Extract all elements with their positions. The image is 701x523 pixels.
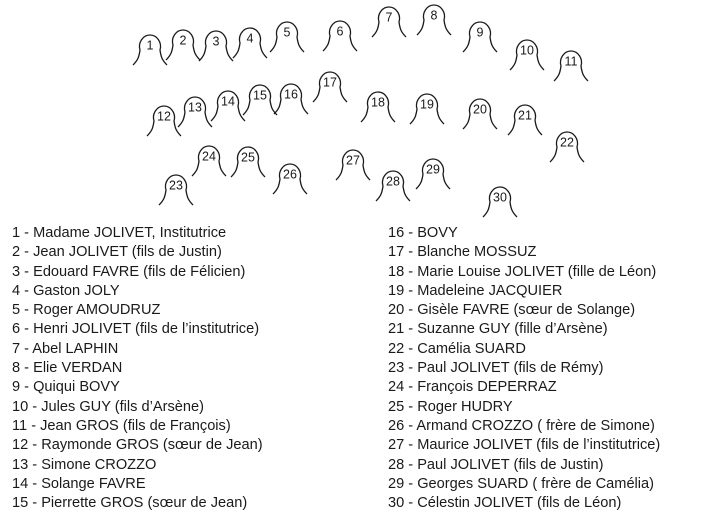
person-head-2 xyxy=(166,30,200,60)
legend-entry: 18 - Marie Louise JOLIVET (fille de Léon) xyxy=(388,263,657,280)
legend-entry: 8 - Elie VERDAN xyxy=(12,360,123,377)
head-number-label: 25 xyxy=(241,150,255,165)
legend-entry: 9 - Quiqui BOVY xyxy=(12,379,120,396)
head-number-label: 1 xyxy=(146,38,154,53)
person-head-11 xyxy=(554,51,588,81)
person-head-29 xyxy=(416,159,450,189)
legend-entry: 12 - Raymonde GROS (sœur de Jean) xyxy=(12,437,263,454)
legend-entry: 15 - Pierrette GROS (sœur de Jean) xyxy=(12,495,248,512)
head-number-label: 3 xyxy=(212,34,220,49)
person-head-17 xyxy=(313,72,347,102)
legend-entry: 2 - Jean JOLIVET (fils de Justin) xyxy=(12,244,222,261)
head-number-label: 14 xyxy=(221,94,235,109)
head-number-label: 24 xyxy=(202,149,216,164)
head-number-label: 13 xyxy=(188,100,202,115)
person-head-12 xyxy=(147,106,181,136)
legend-entry: 13 - Simone CROZZO xyxy=(12,456,157,473)
head-number-label: 27 xyxy=(346,153,360,168)
head-number-label: 15 xyxy=(253,88,267,103)
person-head-10 xyxy=(510,40,544,70)
class-photo-outline-diagram xyxy=(0,0,701,225)
person-head-15 xyxy=(243,85,277,115)
head-number-label: 17 xyxy=(323,75,337,90)
person-head-7 xyxy=(372,7,406,37)
person-head-6 xyxy=(323,21,357,51)
legend-entry: 29 - Georges SUARD ( frère de Camélia) xyxy=(388,475,655,492)
person-head-5 xyxy=(270,22,304,52)
legend-entry: 27 - Maurice JOLIVET (fils de l’institutrice) xyxy=(388,437,661,454)
legend-entry: 3 - Edouard FAVRE (fils de Félicien) xyxy=(12,263,246,280)
head-number-label: 2 xyxy=(179,33,187,48)
head-number-label: 7 xyxy=(385,10,393,25)
head-number-label: 22 xyxy=(560,135,574,150)
head-number-label: 28 xyxy=(386,174,400,189)
legend-entry: 30 - Célestin JOLIVET (fils de Léon) xyxy=(388,495,622,512)
head-number-label: 5 xyxy=(283,25,291,40)
person-head-19 xyxy=(410,94,444,124)
legend-entry: 11 - Jean GROS (fils de François) xyxy=(12,417,231,434)
head-number-label: 10 xyxy=(520,43,534,58)
legend-entry: 7 - Abel LAPHIN xyxy=(12,340,119,357)
head-number-label: 29 xyxy=(426,162,440,177)
legend-entry: 16 - BOVY xyxy=(388,225,458,241)
legend-entry: 14 - Solange FAVRE xyxy=(12,475,146,492)
person-head-3 xyxy=(199,31,233,61)
person-head-9 xyxy=(463,22,497,52)
head-number-label: 12 xyxy=(157,109,171,124)
legend-entry: 5 - Roger AMOUDRUZ xyxy=(12,302,161,319)
legend-entry: 17 - Blanche MOSSUZ xyxy=(388,244,537,261)
head-number-label: 4 xyxy=(246,31,254,46)
person-head-21 xyxy=(508,105,542,135)
legend-left-column xyxy=(12,224,263,513)
person-head-25 xyxy=(231,147,265,177)
legend-entry: 10 - Jules GUY (fils d’Arsène) xyxy=(12,398,204,415)
head-number-label: 16 xyxy=(284,87,298,102)
head-number-label: 6 xyxy=(336,24,344,39)
head-number-label: 23 xyxy=(169,178,183,193)
legend-entry: 20 - Gisèle FAVRE (sœur de Solange) xyxy=(388,302,636,319)
head-number-label: 30 xyxy=(493,190,507,205)
person-head-16 xyxy=(274,84,308,114)
person-head-18 xyxy=(361,92,395,122)
person-head-28 xyxy=(376,171,410,201)
person-head-8 xyxy=(417,5,451,35)
head-number-label: 9 xyxy=(476,25,484,40)
head-number-label: 19 xyxy=(420,97,434,112)
legend-entry: 28 - Paul JOLIVET (fils de Justin) xyxy=(388,456,604,473)
person-head-24 xyxy=(192,146,226,176)
person-head-23 xyxy=(159,175,193,205)
head-number-label: 26 xyxy=(283,167,297,182)
legend-entry: 23 - Paul JOLIVET (fils de Rémy) xyxy=(388,360,604,377)
head-number-label: 21 xyxy=(518,108,532,123)
legend-right-column xyxy=(388,224,660,513)
head-number-label: 8 xyxy=(430,8,438,23)
person-head-13 xyxy=(178,97,212,127)
legend-entry: 1 - Madame JOLIVET, Institutrice xyxy=(12,225,227,241)
person-head-20 xyxy=(463,99,497,129)
person-head-4 xyxy=(233,28,267,58)
legend-entry: 22 - Camélia SUARD xyxy=(388,340,526,357)
legend-entry: 19 - Madeleine JACQUIER xyxy=(388,282,563,299)
person-head-14 xyxy=(211,91,245,121)
legend-entry: 4 - Gaston JOLY xyxy=(12,282,120,299)
legend-entry: 21 - Suzanne GUY (fille d’Arsène) xyxy=(388,321,608,338)
person-head-27 xyxy=(336,150,370,180)
person-head-22 xyxy=(550,132,584,162)
person-head-26 xyxy=(273,164,307,194)
person-head-30 xyxy=(483,187,517,217)
legend-entry: 24 - François DEPERRAZ xyxy=(388,379,557,396)
head-number-label: 11 xyxy=(564,54,578,69)
person-head-1 xyxy=(133,35,167,65)
head-number-label: 20 xyxy=(473,102,487,117)
legend-entry: 6 - Henri JOLIVET (fils de l’institutrice) xyxy=(12,321,260,338)
head-number-label: 18 xyxy=(371,95,385,110)
legend-entry: 25 - Roger HUDRY xyxy=(388,398,513,415)
legend-entry: 26 - Armand CROZZO ( frère de Simone) xyxy=(388,417,655,434)
